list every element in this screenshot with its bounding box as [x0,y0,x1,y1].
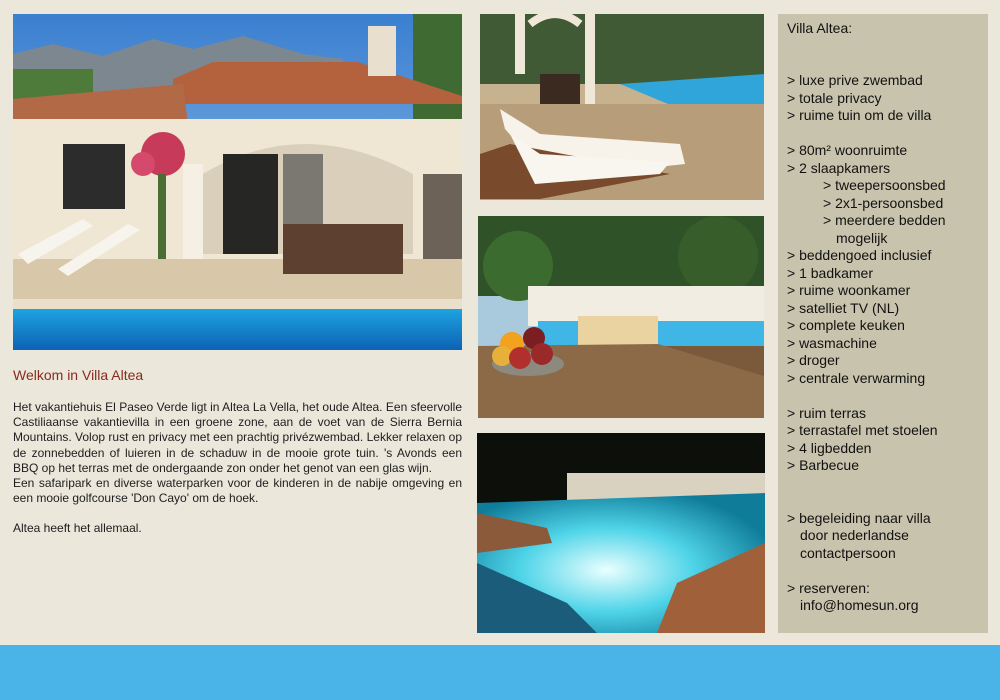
feature-item: > 2 slaapkamers [787,159,891,176]
reservation-label: > reserveren: [787,579,870,596]
feature-item: > centrale verwarming [787,369,926,386]
feature-item: > 80m² woonruimte [787,142,908,158]
feature-item: > ruime tuin om de villa [787,107,932,123]
feature-item: > terrastafel met stoelen [787,422,938,438]
feature-subitem: > 2x1-persoonsbed [823,194,944,211]
feature-item: > totale privacy [787,89,882,106]
feature-item-continued: contactpersoon [800,544,896,561]
pool-night-photo [477,433,765,633]
feature-item: > 1 badkamer [787,264,873,281]
intro-paragraph-1: Het vakantiehuis El Paseo Verde ligt in Altea La Vella, het oude Altea. Een sfeervolle Castiliaanse vakantievilla in een groene zone, aan de voet van de Sierra Bernia Mountains. Volop rust en privacy met een prachtig privézwembad. Lekker relaxen op de zonnebedden of luieren in de schaduw in de mooie grote tuin. 's Avonds een BBQ op het terras met de ondergaande zon onder het genot van een glas wijn. [13,400,462,475]
feature-subitem: > meerdere bedden [823,212,946,228]
feature-list [787,72,987,615]
intro-paragraph-2: Een safaripark en diverse waterparken voor de kinderen in de nabije omgeving en een mooie golfcourse 'Don Cayo' om de hoek. [13,476,462,506]
feature-item: > ruime woonkamer [787,282,911,298]
feature-item: > wasmachine [787,334,877,351]
fruit-bowl-photo [478,216,764,418]
feature-subitem: > tweepersoonsbed [823,177,946,193]
feature-item-continued: door nederlandse [800,527,909,543]
feature-subitem: mogelijk [836,229,888,246]
footer-bar [0,645,1000,700]
feature-item: > 4 ligbedden [787,439,872,456]
reservation-email-link[interactable]: info@homesun.org [800,597,919,613]
feature-item: > begeleiding naar villa [787,509,931,526]
sidebar-title: Villa Altea: [787,20,853,36]
feature-item: > Barbecue [787,457,859,473]
feature-item: > satelliet TV (NL) [787,299,900,316]
feature-item: > beddengoed inclusief [787,247,932,263]
feature-item: > ruim terras [787,404,866,421]
feature-item: > complete keuken [787,317,905,333]
feature-item: > luxe prive zwembad [787,72,923,88]
villa-main-photo [13,14,462,350]
intro-paragraph-3: Altea heeft het allemaal. [13,521,142,536]
feature-item: > droger [787,352,840,368]
welcome-title: Welkom in Villa Altea [13,367,144,383]
villa-features-sidebar [778,14,988,633]
intro-text [13,400,462,537]
sun-loungers-photo [480,14,764,200]
